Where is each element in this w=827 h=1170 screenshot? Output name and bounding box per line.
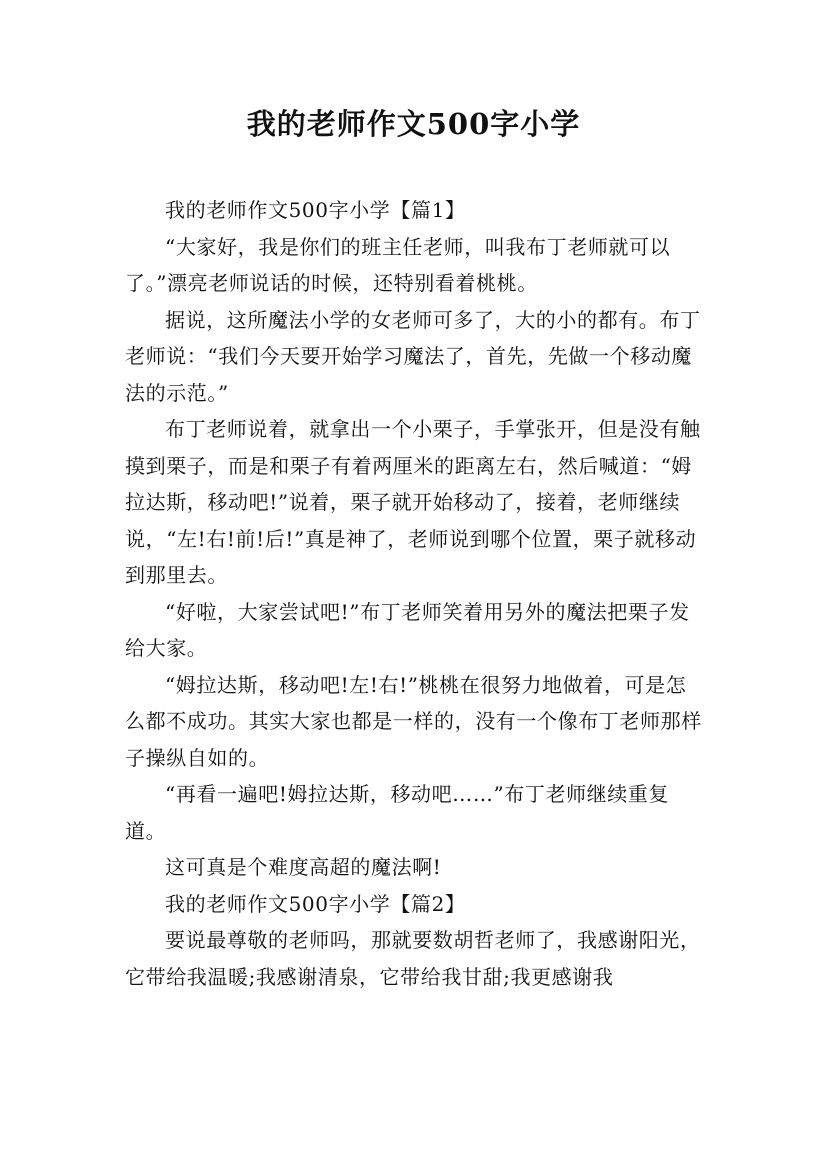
paragraph: “大家好，我是你们的班主任老师，叫我布丁老师就可以了。”漂亮老师说话的时候，还特别看着桃桃。	[125, 234, 671, 295]
paragraph: “好啦，大家尝试吧!”布丁老师笑着用另外的魔法把栗子发给大家。	[125, 599, 690, 660]
section-heading-1: 我的老师作文500字小学【篇1】	[165, 198, 466, 222]
paragraph: “再看一遍吧!姆拉达斯，移动吧……”布丁老师继续重复道。	[125, 782, 670, 843]
paragraph: 据说，这所魔法小学的女老师可多了，大的小的都有。布丁老师说：“我们今天要开始学习魔法了，首先，先做一个移动魔法的示范。”	[125, 307, 701, 405]
paragraph: 这可真是个难度高超的魔法啊!	[165, 855, 442, 879]
document-title: 我的老师作文500字小学	[246, 107, 581, 141]
paragraph: 布丁老师说着，就拿出一个小栗子，手掌张开，但是没有触摸到栗子，而是和栗子有着两厘米的距离左右，然后喊道：“姆拉达斯，移动吧!”说着，栗子就开始移动了，接着，老师继续说，“左!右!前!后!”真是神了，老师说到哪个位置，栗子就移动到那里去。	[125, 417, 701, 587]
document-body	[125, 192, 705, 995]
section-heading-2: 我的老师作文500字小学【篇2】	[165, 891, 466, 916]
paragraph: 要说最尊敬的老师吗，那就要数胡哲老师了，我感谢阳光，它带给我温暖;我感谢清泉，它带给我甘甜;我更感谢我	[125, 928, 701, 989]
paragraph: “姆拉达斯，移动吧!左!右!”桃桃在很努力地做着，可是怎么都不成功。其实大家也都是一样的，没有一个像布丁老师那样子操纵自如的。	[125, 672, 702, 770]
